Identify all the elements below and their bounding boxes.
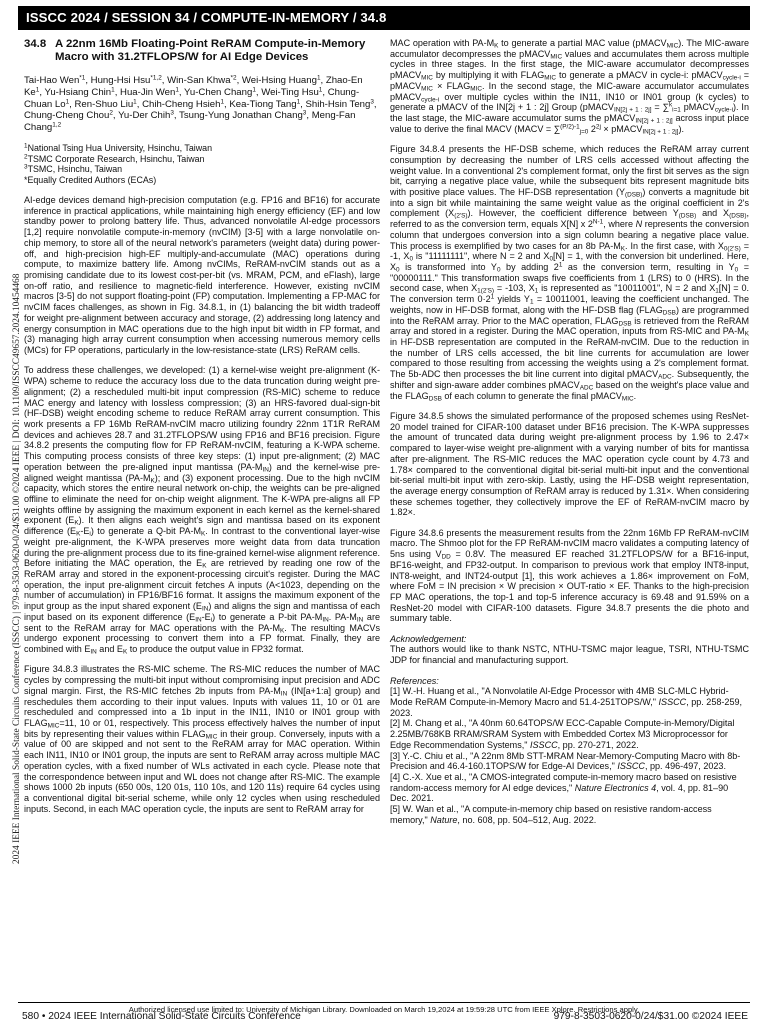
affiliation-item: *Equally Credited Authors (ECAs) (24, 174, 157, 185)
paper-number: 34.8 (24, 38, 47, 50)
reference-item: [3] Y.-C. Chiu et al., "A 22nm 8Mb STT-MRAM Near-Memory-Computing Macro with 8b-Precision and 46.4-160.1TOPS/W for Edge-AI Devices," ISSCC, pp. 496-497, 2023. (390, 750, 741, 772)
footer-rule (18, 1002, 750, 1003)
left-column (24, 38, 380, 824)
body-paragraph: AI-edge devices demand high-precision computation (e.g. FP16 and BF16) for accurate inference in practical applications, while maintaining high energy efficiency (EF) and low standby power to prolong battery life. Thus, advanced nonvolatile AI-edge processors [1,2] require nonvolatile compute-in-memory (nvCIM) [3-5] with a large nonvolatile on-chip memory, to store all of the neural network's parameters (weight data) during power-off, and high-precision high-EF multiply-and-accumulate (MAC) operations during compute, to maximize battery life. Among nvCIMs, ReRAM-nvCIM stands out as a promising candidate due to its lowest cost-per-bit (vs. MRAM, PCM, and eFlash), large on-off ratio, and resilience to magnetic-field interference. However, existing nvCIM macros [3-5] do not support floating-point (FP) computation. Implementing a FP-MAC for nvCIM faces challenges, as shown in Fig. 34.8.1, in (1) balancing the bit width tradeoff for weight pre-alignment between accuracy and storage, (2) addressing long latency and energy consumption in MAC operations due to the high input bit width in FP format, and (3) managing high array current consumption when accessing numerous memory cells (MCs) for FP operations, particularly in the low-resistance-state (LRS) ReRAM cells. (24, 195, 380, 356)
author-list: Tai-Hao Wen$^{*1}$, Hung-Hsi Hsu$^{*1,2}$, Win-San Khwa$^{*2}$, Wei-Hsing Huang$^1$, Zhao-En Ke$^1$, Yu-Hsiang Chin$^1$, Hua-Jin Wen$^1$, Yu-Chen Chang$^1$, Wei-Ting Hsu$^1$, Chung-Chuan Lo$^1$, Ren-Shuo Liu$^1$, Chih-Cheng Hsieh$^1$, Kea-Tiong Tang$^1$, Shih-Hsin Teng$^3$, Chung-Cheng Chou$^2$, Yu-Der Chih$^3$, Tsung-Yung Jonathan Chang$^3$, Meng-Fan Chang$^{1,2}$ (24, 75, 377, 133)
acknowledgement-text: The authors would like to thank NSTC, NTHU-TSMC major league, TSRI, NTHU-TSMC JDP for financial and manufacturing support. (390, 644, 749, 666)
body-paragraph: To address these challenges, we developed: (1) a kernel-wise weight pre-alignment (K-WPA) scheme to reduce the accuracy loss due to the data truncation during weight pre-alignment; (2) a rescheduled multi-bit input compression (RS-MIC) scheme to reduce MAC energy and latency with lossless compression; (3) an HRS-favored dual-sign-bit (HF-DSB) weight encoding scheme to reduce ReRAM array current consumption. This work presents a FP 16Mb ReRAM-nvCIM macro utilizing foundry 22nm 1T1R ReRAM devices and achieves 28.7 and 31.2TFLOPS/W using FP16 and BF16 precision. Figure 34.8.2 presents the computing flow for FP ReRAM-nvCIM, featuring a K-WPA scheme. This computing process consists of three key steps: (1) input pre-alignment; (2) MAC operation between the pre-aligned input mantissa $(PA-M_{IN})$ and the kernel-wise pre-aligned weight mantissa $(PA-M_K)$; and (3) exponent processing. Due to the high nvCIM capacity, which stores the entire neural network on-chip, the weights can be pre-aligned offline to eliminate the need for on-chip weight alignment. The K-WPA pre-aligns all FP weights offline by assigning the maximum exponent in each kernel as the kernel-shared exponent $(E_K)$. It then aligns each weight's sign and mantissa based on its exponent difference $(E_K-E_i)$ to generate a Q-bit $PA-M_K$. In contrast to the conventional layer-wise weight pre-alignment, the K-WPA preserves more weight data from data truncation during the pre-alignment process due to its fine-grained kernel-wise alignment reference. Before initiating the MAC operation, the $E_K$ are retrieved by reading one row of the ReRAM array and stored in the exponent-processing circuit's register. During the MAC operation, the input pre-alignment circuit fetches A inputs (A<1023, depending on the number of accumulation) in FP16/BF16 format. It assigns the maximum exponent of the input group as the input shared exponent $(E_{IN})$ and aligns the sign and mantissa of each input based on its exponent difference $(E_{IN}-E_i)$ to generate a P-bit $PA-M_{IN}$. $PA-M_{IN}$ are sent to the ReRAM array for MAC operations with the $PA-M_K$. The resulting MACVs undergo exponent processing to convert them into a FP format. Finally, they are combined with $E_{IN}$ and $E_K$ to produce the output value in FP32 format. (24, 365, 381, 656)
reference-item: [4] C.-X. Xue et al., "A CMOS-integrated compute-in-memory macro based on resistive random-access memory for AI edge devices," Nature Electronics 4, vol. 4, pp. 81–90 Dec. 2021. (390, 771, 737, 804)
right-column (390, 38, 749, 826)
license-notice: Authorized licensed use limited to: University of Michigan Library. Downloaded on March 19,2024 at 19:59:28 UTC from IEEE Xplore. Restrictions apply. (128, 1005, 640, 1014)
affiliation-item: $^1$National Tsing Hua University, Hsinchu, Taiwan (24, 142, 213, 154)
reference-item: [1] W.-H. Huang et al., "A Nonvolatile Al-Edge Processor with 4MB SLC-MLC Hybrid-Mode ReRAM Compute-in-Memory Macro and 51.4-251TOPS/W," ISSCC, pp. 258-259, 2023. (390, 686, 743, 718)
affiliation-list (24, 143, 380, 185)
body-paragraph: Figure 34.8.6 presents the measurement results from the 22nm 16Mb FP ReRAM-nvCIM macro. The Shmoo plot for the FP ReRAM-nvCIM macro validates a computing latency of 5ns using $V_{DD} = 0.8V$. The measured EF reached 31.2TFLOPS/W for a BF16-input, BF16-weight, and FP32-output. In comparison to previous work that employ INT8-input, INT8-weight, and INT24-output [1], this work achieves a 1.86× improvement on FoM, where FoM = IN precision × W precision × OUT-ratio × EF. Thanks to the high-precision FP MAC operations, the top-1 and top-5 inference accuracy is 69.48 and 91.59% on a ResNet-20 model with CIFAR-100 datasets. Figure 34.8.7 presents the die photo and summary table. (390, 527, 750, 624)
paper-title-text: A 22nm 16Mb Floating-Point ReRAM Compute-in-Memory Macro with 31.2TFLOPS/W for AI Edge Devices (55, 38, 366, 64)
reference-item: [2] M. Chang et al., "A 40nm 60.64TOPS/W ECC-Capable Compute-in-Memory/Digital 2.25MB/768KB RRAM/SRAM System with Embedded Cortex M3 Microprocessor for Edge Recommendation Systems," ISSCC, pp. 270-271, 2022. (390, 718, 735, 750)
body-paragraph: Figure 34.8.4 presents the HF-DSB scheme, which reduces the ReRAM array current consumption by decreasing the number of LRS cells accessed without affecting the weight value. In a conventional 2's complement format, only the first bit serves as the sign bit, carrying a negative place value, while the subsequent bits represent magnitude bits with positive place values. The HF-DSB representation $(Y_{(DSB)})$ converts a magnitude bit into a sign bit while maintaining the same weight value as the original coefficient in 2's complement $(X_{(2'S)})$. However, the coefficient difference between $Y_{(DSB)}$ and $X_{(DSB)}$, referred to as the conversion term, equals X[N] x $2^{N-1}$, where N represents the conversion column that undergoes conversion into a sign column bearing a negative place value. This process is exemplified by two cases for an 8b $PA-M_K$. In the first case, with $X_{0(2'S)} = -1$, $X_0$ is "11111111", where N = 2 and $X_0[N] = 1$, with the conversion bit underlined. Here, $X_0$ is transformed into $Y_0$ by adding $2^1$ as the conversion term, resulting in $Y_0$ = "00000111." This transformation swaps five coefficients from 1 (LRS) to 0 (HRS). In the second case, when $X_{1(2'S)} = -103$, $X_1$ is represented as "10011001", N = 2 and $X_1[N] = 0$. The conversion term $0\cdot 2^1$ yields $Y_1 = 10011001$, leaving the coefficient unchanged. The weights, now in HF-DSB format, along with the HF-DSB flag $(FLAG_{DSB})$ are programmed into the ReRAM array. Prior to the MAC operation, $FLAG_{DSB}$ is retrieved from the ReRAM array and stored in a register. During the MAC operation, inputs from RS-MIC and $PA-M_K$ in HF-DSB representation are computed in the ReRAM-nvCIM. Due to the reduction in the number of LRS cells accessed, the bit line currents for accumulation are lower compared to those resulting from accessing the weights using a 2's complement format. The 5b-ADC then processes the bit line current into digital pMACV$_{ADC}$. Subsequently, the shifter and sign-aware adder combines pMACV$_{ADC}$ based on the weight's place value and the $FLAG_{DSB}$ of each column to generate the final pMACV$_{MIC}$. (390, 144, 750, 403)
acknowledgement (390, 634, 749, 666)
references-heading: References: (390, 675, 439, 686)
page-header: ISSCC 2024 / SESSION 34 / COMPUTE-IN-MEMORY / 34.8 (18, 6, 750, 30)
affiliation-item: $^3$TSMC, Hsinchu, Taiwan (24, 163, 123, 175)
body-paragraph: MAC operation with $PA-M_K$ to generate a partial MAC value (pMACV$_{MIC}$). The MIC-aware accumulator decompresses the pMACV$_{MIC}$ values and accumulates them across multiple cycles in three stages. In the first stage, the MIC-aware accumulator decompresses pMACV$_{MIC}$ by multiplying it with $FLAG_{MIC}$ to generate a pMACV in cycle-i: pMACV$_{cycle-i}$ = pMACV$_{MIC}$ × $FLAG_{MIC}$. In the second stage, the MIC-aware accumulator accumulates pMACV$_{cycle-i}$ over multiple cycles within the IN11, IN10 or IN01 group (k cycles) to generate a pMACV of the IN[2j + 1 : 2j] Group (pMACV$_{IN[2j + 1 : 2j]}$ = ∑$^k_{i=1}$ pMACV$_{cycle-i}$). In the last stage, the MIC-aware accumulator sums the pMACV$_{IN[2j + 1 : 2j]}$ across input place value to derive the final MACV (MACV = ∑$^{(P/2)-1}_{j=0}$ $2^{2j}$ × pMACV$_{IN[2j + 1 : 2j]}$). (390, 38, 750, 136)
doi-strip: 2024 IEEE International Solid-State Circuits Conference (ISSCC) | 979-8-3503-0620-0/24/$31.00 ©2024 IEEE | DOI: 10.1109/ISSCC49657.2024.10454468 (12, 273, 22, 864)
footer-page-number: 580 • 2024 IEEE International Solid-State Circuits Conference (22, 1011, 301, 1022)
body-paragraph: Figure 34.8.5 shows the simulated performance of the proposed schemes using ResNet-20 model trained for CIFAR-100 dataset under BF16 precision. The K-WPA suppresses the amount of truncated data during weight pre-alignment process by 1.96 to 2.47× compared to layer-wise weight pre-alignment with a varying number of bits for mantissa after pre-alignment. The RS-MIC reduces the MAC operation cycle count by 4.73 and 1.78× compared to the conventional digital bit-serial multi-bit input and the conventional bit-serial multi-bit input with zero-skip. Lastly, using the HF-DSB weight representation, the average energy consumption of ReRAM array is reduced by 1.31×. When considering these schemes together, they collectively improve the EF of ReRAM-nvCIM macro by 1.82×. (390, 410, 749, 518)
body-paragraph: Figure 34.8.3 illustrates the RS-MIC scheme. The RS-MIC reduces the number of MAC cycles by compressing the multi-bit input without compromising input precision and ADC signal margin. First, the RS-MIC fetches 2b inputs from $PA-M_{IN}$ (IN[a+1:a] group) and reschedules them according to their input values. Inputs with values 11, 10 or 01 are rescheduled and compressed into a 1b input in the IN11, IN10 or IN01 group with $FLAG_{MIC}=11$, 10 or 01, respectively. This process effectively halves the number of input bits by representing their values within $FLAG_{MIC}$ in their group. Conversely, inputs with a value of 00 are skipped and not sent to the ReRAM array for MAC operation. Within each IN11, IN10 or IN01 group, the inputs are sent to ReRAM array across multiple MAC operation cycles, with a fixed number of WLs activated in each cycle. Please note that the correspondence between input and WL does not change after RS-MIC. The example shows 1000 2b inputs (650 00s, 120 01s, 110 10s, and 120 11s) require 64 cycles using a conventional digital bit-serial scheme, while only 12 cycles when using rescheduled inputs. Second, in each MAC operation cycle, the inputs are sent to ReRAM array for (24, 664, 381, 814)
affiliation-item: $^2$TSMC Corporate Research, Hsinchu, Taiwan (24, 153, 205, 164)
reference-item: [5] W. Wan et al., "A compute-in-memory chip based on resistive random-access memory," Nature, no. 608, pp. 504–512, Aug. 2022. (390, 804, 712, 825)
footer-isbn: 979-8-3503-0620-0/24/$31.00 ©2024 IEEE (553, 1011, 748, 1022)
paper-title (24, 38, 380, 64)
reference-list (390, 676, 749, 826)
acknowledgement-heading: Acknowledgement: (390, 633, 467, 644)
